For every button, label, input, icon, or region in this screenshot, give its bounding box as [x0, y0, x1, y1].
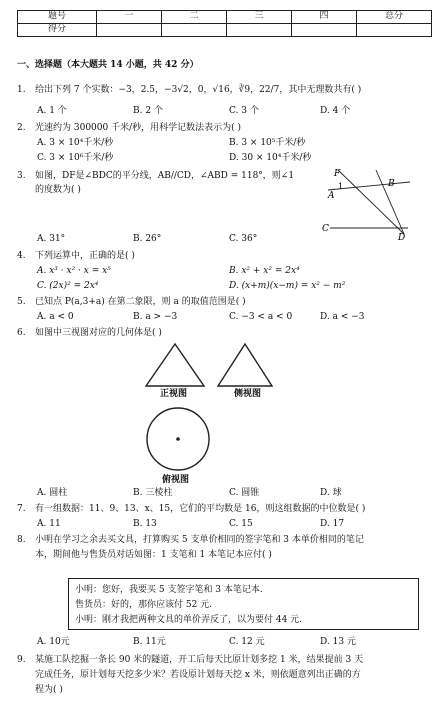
score-header: 题号 [18, 11, 97, 24]
score-header: 总分 [357, 11, 432, 24]
option[interactable]: A. 1 个 [37, 106, 67, 116]
question-number: 9. [17, 655, 26, 665]
option[interactable]: B. x² + x² = 2x⁴ [229, 266, 300, 276]
option[interactable]: A. a < 0 [37, 312, 74, 322]
label-f: F [334, 169, 341, 179]
option[interactable]: D. 球 [320, 488, 342, 498]
option[interactable]: C. (2x)² = 2x⁴ [37, 281, 99, 291]
option[interactable]: A. 11 [37, 519, 61, 529]
score-header: 一 [97, 11, 162, 24]
dialogue-box [68, 578, 419, 630]
option[interactable]: C. 3 个 [229, 106, 259, 116]
question-number: 4. [17, 251, 26, 261]
label-a: A [328, 191, 335, 201]
side-view-label: 侧视图 [234, 389, 262, 399]
label-d: D [398, 233, 406, 242]
option[interactable]: A. 10元 [37, 637, 70, 647]
question-number: 2. [17, 123, 26, 133]
option[interactable]: D. 4 个 [320, 106, 351, 116]
question-2 [17, 123, 241, 134]
top-view-label: 俯视图 [162, 475, 190, 485]
question-text: 光速约为 300000 千米/秒，用科学记数法表示为( ) [35, 123, 241, 133]
question-number: 5. [17, 297, 26, 307]
question-text: 的度数为( ) [35, 185, 81, 195]
score-header: 二 [162, 11, 227, 24]
option[interactable]: A. 圆柱 [37, 488, 68, 498]
question-9 [17, 655, 363, 666]
question-number: 1. [17, 85, 26, 95]
question-text: 有一组数据：11、9、13、x、15，它们的平均数是 16，则这组数据的中位数是( ) [35, 504, 366, 514]
question-8 [17, 535, 364, 546]
question-number: 8. [17, 535, 26, 545]
section-title: 一、选择题（本大题共 14 小题，共 42 分） [17, 60, 199, 70]
option[interactable]: B. 13 [133, 519, 157, 529]
question-5 [17, 297, 246, 308]
score-cell[interactable] [357, 24, 432, 37]
option[interactable]: D. 17 [320, 519, 345, 529]
question-6 [17, 328, 162, 339]
question-7 [17, 504, 365, 515]
option[interactable]: B. 26° [133, 234, 162, 244]
question-number: 7. [17, 504, 26, 514]
score-cell[interactable] [162, 24, 227, 37]
question-text: 已知点 P(a,3+a) 在第二象限，则 a 的取值范围是( ) [35, 297, 246, 307]
dialogue-line: 小明：刚才我把两种文具的单价弄反了，以为要付 44 元. [75, 615, 303, 625]
top-view-center-dot [176, 437, 180, 441]
option[interactable]: B. 三棱柱 [133, 488, 173, 498]
question-text: 小明在学习之余去买文具，打算购买 5 支单价相同的签字笔和 3 本单价相同的笔记 [35, 535, 364, 545]
score-cell[interactable] [97, 24, 162, 37]
question-4 [17, 251, 135, 262]
option[interactable]: D. 13 元 [320, 637, 356, 647]
option[interactable]: D. 30 × 10⁴千米/秒 [229, 153, 312, 163]
option[interactable]: C. 15 [229, 519, 253, 529]
front-view-label: 正视图 [160, 389, 188, 399]
question-3 [17, 171, 294, 182]
option[interactable]: C. 36° [229, 234, 258, 244]
question-text: 本，期间他与售货员对话如图：1 支笔和 1 本笔记本应付( ) [35, 550, 272, 560]
question-text: 如图中三视图对应的几何体是( ) [35, 328, 162, 338]
question-text: 完成任务，原计划每天挖多少米？若设原计划每天挖 x 米，则依题意列出正确的方 [35, 670, 361, 680]
front-view-triangle [146, 344, 204, 386]
option[interactable]: A. x³ · x² · x = x⁵ [37, 266, 111, 276]
parallel-lines-figure [318, 162, 418, 242]
option[interactable]: C. 圆锥 [229, 488, 260, 498]
question-text: 程为( ) [35, 685, 63, 695]
score-cell[interactable] [227, 24, 292, 37]
option[interactable]: C. 12 元 [229, 637, 265, 647]
option[interactable]: C. −3 < a < 0 [229, 312, 293, 322]
question-text: 某施工队挖掘一条长 90 米的隧道，开工后每天比原计划多挖 1 米，结果提前 3 天 [35, 655, 364, 665]
score-table [17, 10, 432, 37]
dialogue-line: 小明：您好，我要买 5 支签字笔和 3 本笔记本. [75, 585, 263, 595]
option[interactable]: B. 11元 [133, 637, 166, 647]
option[interactable]: B. a > −3 [133, 312, 178, 322]
option[interactable]: A. 31° [37, 234, 66, 244]
question-number: 6. [17, 328, 26, 338]
option[interactable]: C. 3 × 10⁶千米/秒 [37, 153, 114, 163]
dialogue-line: 售货员：好的，那你应该付 52 元. [75, 600, 213, 610]
option[interactable]: D. (x+m)(x−m) = x² − m² [229, 281, 346, 291]
score-cell[interactable] [292, 24, 357, 37]
label-c: C [322, 224, 329, 234]
label-angle-1: 1 [338, 182, 344, 191]
question-number: 3. [17, 171, 26, 181]
score-header: 四 [292, 11, 357, 24]
option[interactable]: D. a < −3 [320, 312, 365, 322]
option[interactable]: B. 2 个 [133, 106, 163, 116]
question-text: 给出下列 7 个实数：−3，2.5，−3√2，0，√16，∛9，22/7，其中无理数共有( ) [35, 85, 362, 95]
score-header: 三 [227, 11, 292, 24]
question-text: 如图，DF是∠BDC的平分线，AB//CD，∠ABD = 118°，则∠1 [35, 171, 295, 181]
label-b: B [388, 179, 395, 189]
side-view-triangle [218, 344, 272, 386]
option[interactable]: B. 3 × 10⁵千米/秒 [229, 138, 306, 148]
top-view [143, 403, 215, 475]
question-text: 下列运算中，正确的是( ) [35, 251, 135, 261]
option[interactable]: A. 3 × 10⁴千米/秒 [37, 138, 114, 148]
score-row-label: 得分 [18, 24, 97, 37]
question-1 [17, 85, 361, 96]
